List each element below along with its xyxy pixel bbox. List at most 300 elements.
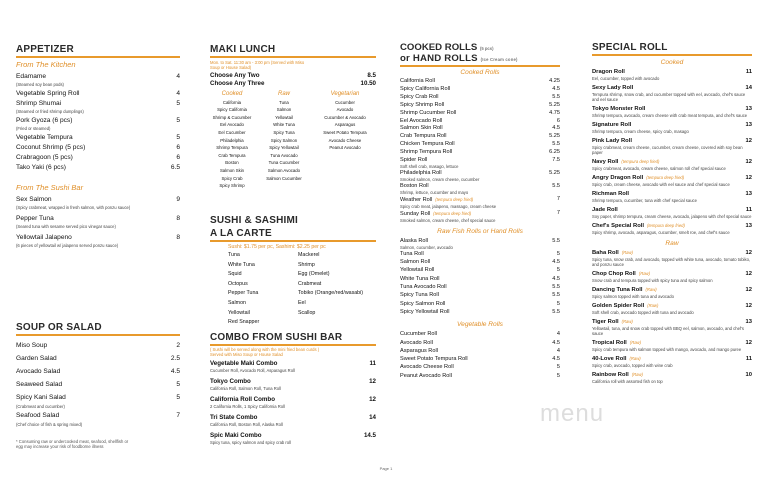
- menu-item: [16, 365, 180, 378]
- item-row: [16, 153, 180, 163]
- menu-item: [400, 110, 560, 118]
- item-row: [400, 266, 560, 274]
- special-cooked-list: [592, 68, 752, 235]
- item-note: (Raw): [647, 303, 659, 308]
- item-price: 13: [745, 223, 752, 229]
- item-note: (Raw): [621, 319, 633, 324]
- item-row: [400, 86, 560, 94]
- menu-item: [16, 143, 180, 153]
- cooked-rolls-column: [400, 42, 560, 380]
- item-row: [400, 125, 560, 133]
- item-name: Sunday Roll: [400, 210, 431, 217]
- soup-list: [16, 339, 180, 427]
- menu-item: [592, 270, 752, 283]
- item-name: Philadelphia Roll: [400, 169, 442, 176]
- item-price: 12: [745, 340, 752, 346]
- item-price: 4.5: [552, 85, 560, 92]
- item-row: [16, 233, 180, 243]
- item-price: 2: [176, 342, 180, 349]
- item-desc: Spicy tuna, snow crab, and avocado, topped with white tuna, avocado, tomato tobiko, and ponzu sauce: [592, 257, 751, 267]
- item-name: Jade Roll: [592, 207, 618, 213]
- menu-item: [16, 72, 180, 87]
- item-name: Tuna Roll: [400, 250, 424, 257]
- menu-item: [400, 141, 560, 149]
- item-name: Vegetable Maki Combo: [210, 360, 278, 367]
- item-name: Seafood Salad: [16, 412, 60, 419]
- item-name: Yellowtail Roll: [400, 267, 435, 274]
- menu-item: [400, 149, 560, 157]
- item-name: Rainbow Roll: [592, 372, 629, 378]
- cooked-list: [400, 78, 560, 223]
- item-price: 12: [745, 175, 752, 181]
- item-row: [16, 89, 180, 99]
- item-row: [400, 258, 560, 266]
- item-row: [592, 302, 752, 310]
- item-price: 6: [176, 144, 180, 151]
- item-desc: Spicy crabmeat, avocado, cream cheese, salmon roll chef special sauce: [592, 166, 726, 171]
- list-item: Spicy Salmon: [270, 137, 298, 143]
- menu-item: [592, 286, 752, 299]
- appetizer-column: [16, 44, 180, 252]
- list-item: Tuna Avocado: [270, 152, 298, 158]
- item-row: [400, 330, 560, 338]
- sushi-bar-list: [16, 195, 180, 248]
- item-price: 5: [556, 300, 560, 307]
- item-price: 5: [556, 250, 560, 257]
- menu-item: [400, 196, 560, 209]
- item-name: Tokyo Combo: [210, 378, 251, 385]
- item-desc: California Roll, Boston Roll, Alaska Roll: [210, 422, 283, 427]
- item-price: 6: [176, 154, 180, 161]
- item-price: 4.5: [552, 275, 560, 282]
- sashimi-prices: Sushi: $1.75 per pc, Sashimi: $2.25 per pc: [228, 244, 326, 250]
- menu-item: [400, 347, 560, 355]
- item-price: 4.5: [552, 356, 560, 363]
- special-roll-heading: SPECIAL ROLL: [592, 42, 752, 56]
- item-name-wrap: [592, 174, 684, 182]
- item-row: [400, 149, 560, 157]
- menu-item: [210, 360, 376, 373]
- item-price: 12: [369, 396, 376, 403]
- menu-item: [592, 371, 752, 384]
- choose-two-label: Choose Any Two: [210, 72, 260, 79]
- list-item: Salmon Skin: [219, 167, 245, 173]
- menu-item: [400, 237, 560, 250]
- menu-item: [592, 84, 752, 102]
- item-desc: Yellowtail, tuna, and snow crab topped with BBQ eel, salmon, avocado, and chef's sauce: [592, 326, 744, 336]
- item-row: [400, 363, 560, 371]
- menu-item: [400, 275, 560, 283]
- item-price: 12: [745, 271, 752, 277]
- item-name: Signature Roll: [592, 122, 632, 128]
- item-desc: Cucumber Roll, Avocado Roll, Asparagus Roll: [210, 368, 295, 373]
- item-row: [400, 347, 560, 355]
- item-row: [592, 68, 752, 76]
- list-item: Eel: [298, 299, 306, 306]
- item-row: [210, 432, 376, 440]
- item-note: (tempura deep fried): [435, 196, 474, 202]
- item-price: 4.25: [549, 78, 560, 84]
- kitchen-list: [16, 72, 180, 173]
- item-desc: (Crabmeat and cucumber): [16, 404, 65, 409]
- item-row: [16, 163, 180, 173]
- menu-item: [400, 258, 560, 266]
- item-price: 9: [176, 196, 180, 203]
- item-desc: Spicy tuna, spicy salmon and spicy crab roll: [210, 440, 291, 445]
- page-number: Page 1: [379, 466, 393, 471]
- item-name: Pepper Tuna: [16, 215, 54, 222]
- menu-item: [16, 378, 180, 391]
- menu-item: [210, 396, 376, 409]
- item-price: 4: [556, 331, 560, 338]
- list-item: Asparagus: [334, 122, 356, 128]
- list-item: Shrimp: [298, 261, 315, 268]
- menu-item: [16, 233, 180, 248]
- item-price: 7: [556, 209, 560, 216]
- maki-note: Mon. to Sat. 11:30 am - 3:00 pm (Served with Miso Soup or House Salad): [210, 60, 305, 70]
- item-price: 13: [745, 191, 752, 197]
- item-price: 4.5: [170, 368, 180, 375]
- item-name: California Roll: [400, 78, 435, 84]
- item-price: 5: [176, 381, 180, 388]
- menu-item: [400, 363, 560, 371]
- item-desc: Smoked salmon, cream cheese, cucumber: [400, 176, 480, 182]
- list-item: Spicy Yellowtail: [269, 145, 299, 151]
- item-price: 5.5: [552, 237, 560, 244]
- item-note: (tempura deep fried): [646, 223, 685, 228]
- item-price: 4.75: [549, 109, 560, 116]
- alacarte-heading: A LA CARTE: [210, 228, 376, 242]
- item-price: 4: [176, 73, 180, 80]
- item-name: Cucumber Roll: [400, 331, 437, 338]
- item-name: Chef's Special Roll: [592, 223, 644, 229]
- item-desc: Shrimp, lettuce, cucumber and mayo: [400, 189, 469, 195]
- list-item: Salmon: [228, 299, 246, 306]
- list-item: Eel Avocado: [220, 122, 244, 128]
- item-price: 5.5: [552, 93, 560, 100]
- item-name: Spicy Salmon Roll: [400, 300, 446, 307]
- menu-item: [16, 352, 180, 365]
- item-price: 12: [745, 287, 752, 293]
- item-price: 12: [745, 159, 752, 165]
- item-price: 5: [556, 267, 560, 274]
- combo-note: ( Sushi will be served along with the mini fried bean curds ) Served with Miso Soup or House Salad: [210, 347, 320, 357]
- item-desc: 2 California Rolls, 1 Spicy California Roll: [210, 404, 285, 409]
- item-row: [592, 174, 752, 182]
- list-item: Tuna Cucumber: [268, 160, 300, 166]
- item-note: (Raw): [629, 340, 641, 345]
- item-price: 5: [176, 394, 180, 401]
- menu-item: [16, 153, 180, 163]
- cooked-rolls-title: COOKED ROLLS: [400, 42, 478, 53]
- item-desc: (Steamed soy bean pods): [16, 82, 64, 87]
- combo-list: [210, 360, 376, 445]
- item-row: [592, 355, 752, 363]
- item-name: California Roll Combo: [210, 396, 275, 403]
- veg-rolls-subheading: Vegetable Rolls: [457, 321, 503, 329]
- item-price: 4.5: [552, 259, 560, 266]
- item-name: Avocado Cheese Roll: [400, 364, 454, 371]
- item-price: 7.5: [552, 157, 560, 164]
- item-price: 5.5: [552, 292, 560, 299]
- menu-item: [16, 409, 180, 427]
- item-desc: (Steamed or fried shrimp dumplings): [16, 109, 84, 114]
- menu-item: [592, 190, 752, 203]
- item-name: Avocado Salad: [16, 368, 61, 375]
- item-name: Sweet Potato Tempura Roll: [400, 356, 468, 363]
- cooked-rolls-note: (5 pcs): [479, 46, 494, 51]
- item-name-wrap: [592, 302, 658, 310]
- list-item: Scallop: [298, 309, 316, 316]
- list-item: Cucumber & Avocado: [324, 114, 366, 120]
- choose-two-price: 8.5: [367, 72, 376, 79]
- item-price: 5: [176, 117, 180, 124]
- item-name-wrap: [592, 249, 633, 257]
- list-item: Peanut Avocado: [329, 145, 361, 151]
- menu-item: [592, 137, 752, 155]
- item-note: (Raw): [631, 372, 643, 377]
- item-name: Eel Avocado Roll: [400, 117, 443, 124]
- item-row: [592, 270, 752, 278]
- item-price: 5.25: [549, 133, 560, 140]
- item-name: Tako Yaki (6 pcs): [16, 164, 66, 171]
- item-price: 5.5: [552, 284, 560, 291]
- list-item: Philadelphia: [220, 137, 244, 143]
- item-name: Vegetable Spring Roll: [16, 90, 80, 97]
- item-name: Spic Maki Combo: [210, 432, 262, 439]
- menu-item: [400, 291, 560, 299]
- item-row: [400, 339, 560, 347]
- item-name: Avocado Roll: [400, 339, 433, 346]
- item-note: (Raw): [645, 287, 657, 292]
- item-price: 5.5: [552, 141, 560, 148]
- item-price: 5.5: [552, 182, 560, 189]
- item-price: 2.5: [170, 355, 180, 362]
- item-name-wrap: [592, 371, 643, 379]
- list-item: Spicy Tuna: [273, 129, 295, 135]
- item-price: 5: [176, 134, 180, 141]
- item-desc: Spicy shrimp, avocado, asparagus, cucumber, smelt roe, and chef's sauce: [592, 230, 730, 235]
- item-price: 5.5: [552, 308, 560, 315]
- item-name: Angry Dragon Roll: [592, 175, 644, 181]
- item-name: Tokyo Monster Roll: [592, 106, 646, 112]
- list-item: Pepper Tuna: [228, 290, 259, 297]
- item-name: Spider Roll: [400, 157, 428, 164]
- item-price: 4: [556, 347, 560, 354]
- sashimi-left-list: [210, 251, 298, 328]
- item-row: [16, 195, 180, 205]
- item-name: Tuna Avocado Roll: [400, 284, 447, 291]
- menu-item: [400, 330, 560, 338]
- item-name: Spicy Tuna Roll: [400, 292, 439, 299]
- item-row: [400, 237, 560, 245]
- item-name: Chicken Tempura Roll: [400, 141, 455, 148]
- menu-item: [400, 118, 560, 126]
- item-name: Tropical Roll: [592, 340, 627, 346]
- list-item: Spicy California: [217, 107, 247, 113]
- item-name-wrap: [592, 222, 685, 230]
- item-price: 12: [745, 250, 752, 256]
- menu-item: [592, 174, 752, 187]
- item-price: 5: [556, 364, 560, 371]
- item-price: 13: [745, 122, 752, 128]
- menu-item: [16, 89, 180, 99]
- menu-item: [16, 99, 180, 114]
- item-row: [400, 283, 560, 291]
- menu-item: [16, 391, 180, 409]
- menu-item: [400, 339, 560, 347]
- menu-item: [400, 308, 560, 316]
- list-item: Tobiko (Orange/red/wasabi): [298, 290, 364, 297]
- list-item: Octopus: [228, 280, 248, 287]
- item-desc: Spicy crab meat, jalapeno, massago, cream cheese: [400, 203, 497, 209]
- menu-item: [592, 249, 752, 267]
- item-price: 6.25: [549, 149, 560, 156]
- item-row: [592, 190, 752, 198]
- item-name: Peanut Avocado Roll: [400, 372, 452, 379]
- item-price: 11: [369, 360, 376, 367]
- item-name: Spicy Crab Roll: [400, 93, 439, 100]
- item-row: [592, 249, 752, 257]
- item-name: Tri State Combo: [210, 414, 258, 421]
- item-name: Alaska Roll: [400, 237, 428, 244]
- item-row: [592, 339, 752, 347]
- item-price: 5: [556, 372, 560, 379]
- hand-rolls-heading: [400, 53, 560, 67]
- item-price: 7: [556, 195, 560, 202]
- item-name: Pork Gyoza (6 pcs): [16, 117, 73, 124]
- item-row: [400, 94, 560, 102]
- item-note: (Raw): [629, 356, 641, 361]
- special-raw-list: [592, 249, 752, 384]
- list-item: California: [222, 99, 242, 105]
- menu-item: [400, 125, 560, 133]
- item-name: Vegetable Tempura: [16, 134, 73, 141]
- item-price: 12: [745, 303, 752, 309]
- item-name: Crab Tempura Roll: [400, 133, 447, 140]
- menu-item: [400, 94, 560, 102]
- cooked-subheading: Cooked Rolls: [460, 69, 500, 76]
- list-item: Crab Tempura: [218, 152, 246, 158]
- item-desc: Eel, cucumber, topped with avocado: [592, 76, 660, 81]
- item-name: Spicy California Roll: [400, 85, 451, 92]
- menu-item: [400, 300, 560, 308]
- item-row: [16, 378, 180, 391]
- item-note: (tempura deep fried): [433, 210, 472, 216]
- item-desc: Shrimp tempura, avocado, cream cheese with crab meat tempura, and chef's sauce: [592, 113, 748, 118]
- item-desc: Shrimp tempura, cream cheese, spicy crab, masago: [592, 129, 689, 134]
- item-row: [210, 360, 376, 368]
- item-name: Chop Chop Roll: [592, 271, 636, 277]
- list-item: Eel Cucumber: [218, 129, 246, 135]
- raw-rolls-list: [400, 237, 560, 317]
- item-desc: (Seared tuna with sesame served pico vinegar sauce): [16, 224, 116, 229]
- list-item: White Tuna: [273, 122, 295, 128]
- item-name: 40-Love Roll: [592, 356, 627, 362]
- combo-heading: COMBO FROM SUSHI BAR: [210, 332, 376, 346]
- list-item: Tuna: [228, 252, 240, 258]
- item-price: 10: [745, 372, 752, 378]
- list-item: Yellowtail: [228, 309, 250, 316]
- item-row: [16, 365, 180, 378]
- item-price: 14: [369, 414, 376, 421]
- item-name: Boston Roll: [400, 182, 429, 189]
- item-note: (tempura deep fried): [646, 175, 685, 180]
- list-item: Avocado: [336, 107, 354, 113]
- item-name-wrap: [592, 339, 641, 347]
- item-price: 4.5: [552, 339, 560, 346]
- item-row: [592, 371, 752, 379]
- item-name: Asparagus Roll: [400, 347, 438, 354]
- menu-item: [400, 78, 560, 86]
- menu-item: [592, 158, 752, 171]
- list-item: Tuna: [279, 99, 289, 105]
- hand-rolls-title: or HAND ROLLS: [400, 53, 478, 64]
- watermark: menu: [540, 400, 605, 427]
- item-row: [16, 72, 180, 82]
- item-price: 13: [745, 106, 752, 112]
- item-name: Spicy Kani Salad: [16, 394, 66, 401]
- maki-cooked-heading: Cooked: [221, 91, 243, 97]
- item-row: [592, 105, 752, 113]
- item-price: 14.5: [363, 432, 376, 439]
- item-row: [592, 206, 752, 214]
- item-row: [592, 158, 752, 166]
- item-name: Richman Roll: [592, 191, 630, 197]
- list-item: Salmon: [276, 107, 292, 113]
- menu-item: [592, 302, 752, 315]
- list-item: Boston: [225, 160, 239, 166]
- menu-item: [400, 157, 560, 169]
- special-raw-subheading: Raw: [665, 240, 679, 247]
- item-name: Shrimp Tempura Roll: [400, 149, 453, 156]
- list-item: Shrimp & Cucumber: [212, 114, 252, 120]
- item-desc: Shrimp tempura, cucumber, tuna with chef special sauce: [592, 198, 697, 203]
- list-item: Salmon Cucumber: [266, 175, 302, 181]
- item-price: 11: [745, 207, 752, 213]
- item-name: Sex Salmon: [16, 196, 52, 203]
- item-price: 6.5: [170, 164, 180, 171]
- maki-cooked-list: [210, 91, 254, 190]
- veg-rolls-list: [400, 330, 560, 380]
- item-row: [592, 84, 752, 92]
- list-item: Crabmeat: [298, 280, 322, 287]
- item-row: [400, 300, 560, 308]
- item-row: [210, 396, 376, 404]
- item-row: [400, 308, 560, 316]
- maki-raw-list: [254, 91, 314, 190]
- menu-item: [16, 116, 180, 131]
- item-price: 12: [745, 138, 752, 144]
- choose-three-price: 10.50: [360, 80, 376, 87]
- item-price: 4.5: [552, 125, 560, 132]
- menu-item: [210, 432, 376, 445]
- item-name-wrap: [592, 270, 650, 278]
- choose-two-row: [210, 72, 376, 80]
- menu-item: [16, 339, 180, 352]
- list-item: Cucumber: [335, 99, 355, 105]
- sashimi-column: [210, 215, 376, 328]
- item-row: [16, 352, 180, 365]
- item-row: [592, 137, 752, 145]
- item-name: Baha Roll: [592, 250, 619, 256]
- item-name: Tiger Roll: [592, 319, 619, 325]
- menu-item: [210, 414, 376, 427]
- item-name-wrap: [592, 355, 641, 363]
- item-row: [16, 409, 180, 422]
- item-row: [16, 339, 180, 352]
- menu-item: [400, 372, 560, 380]
